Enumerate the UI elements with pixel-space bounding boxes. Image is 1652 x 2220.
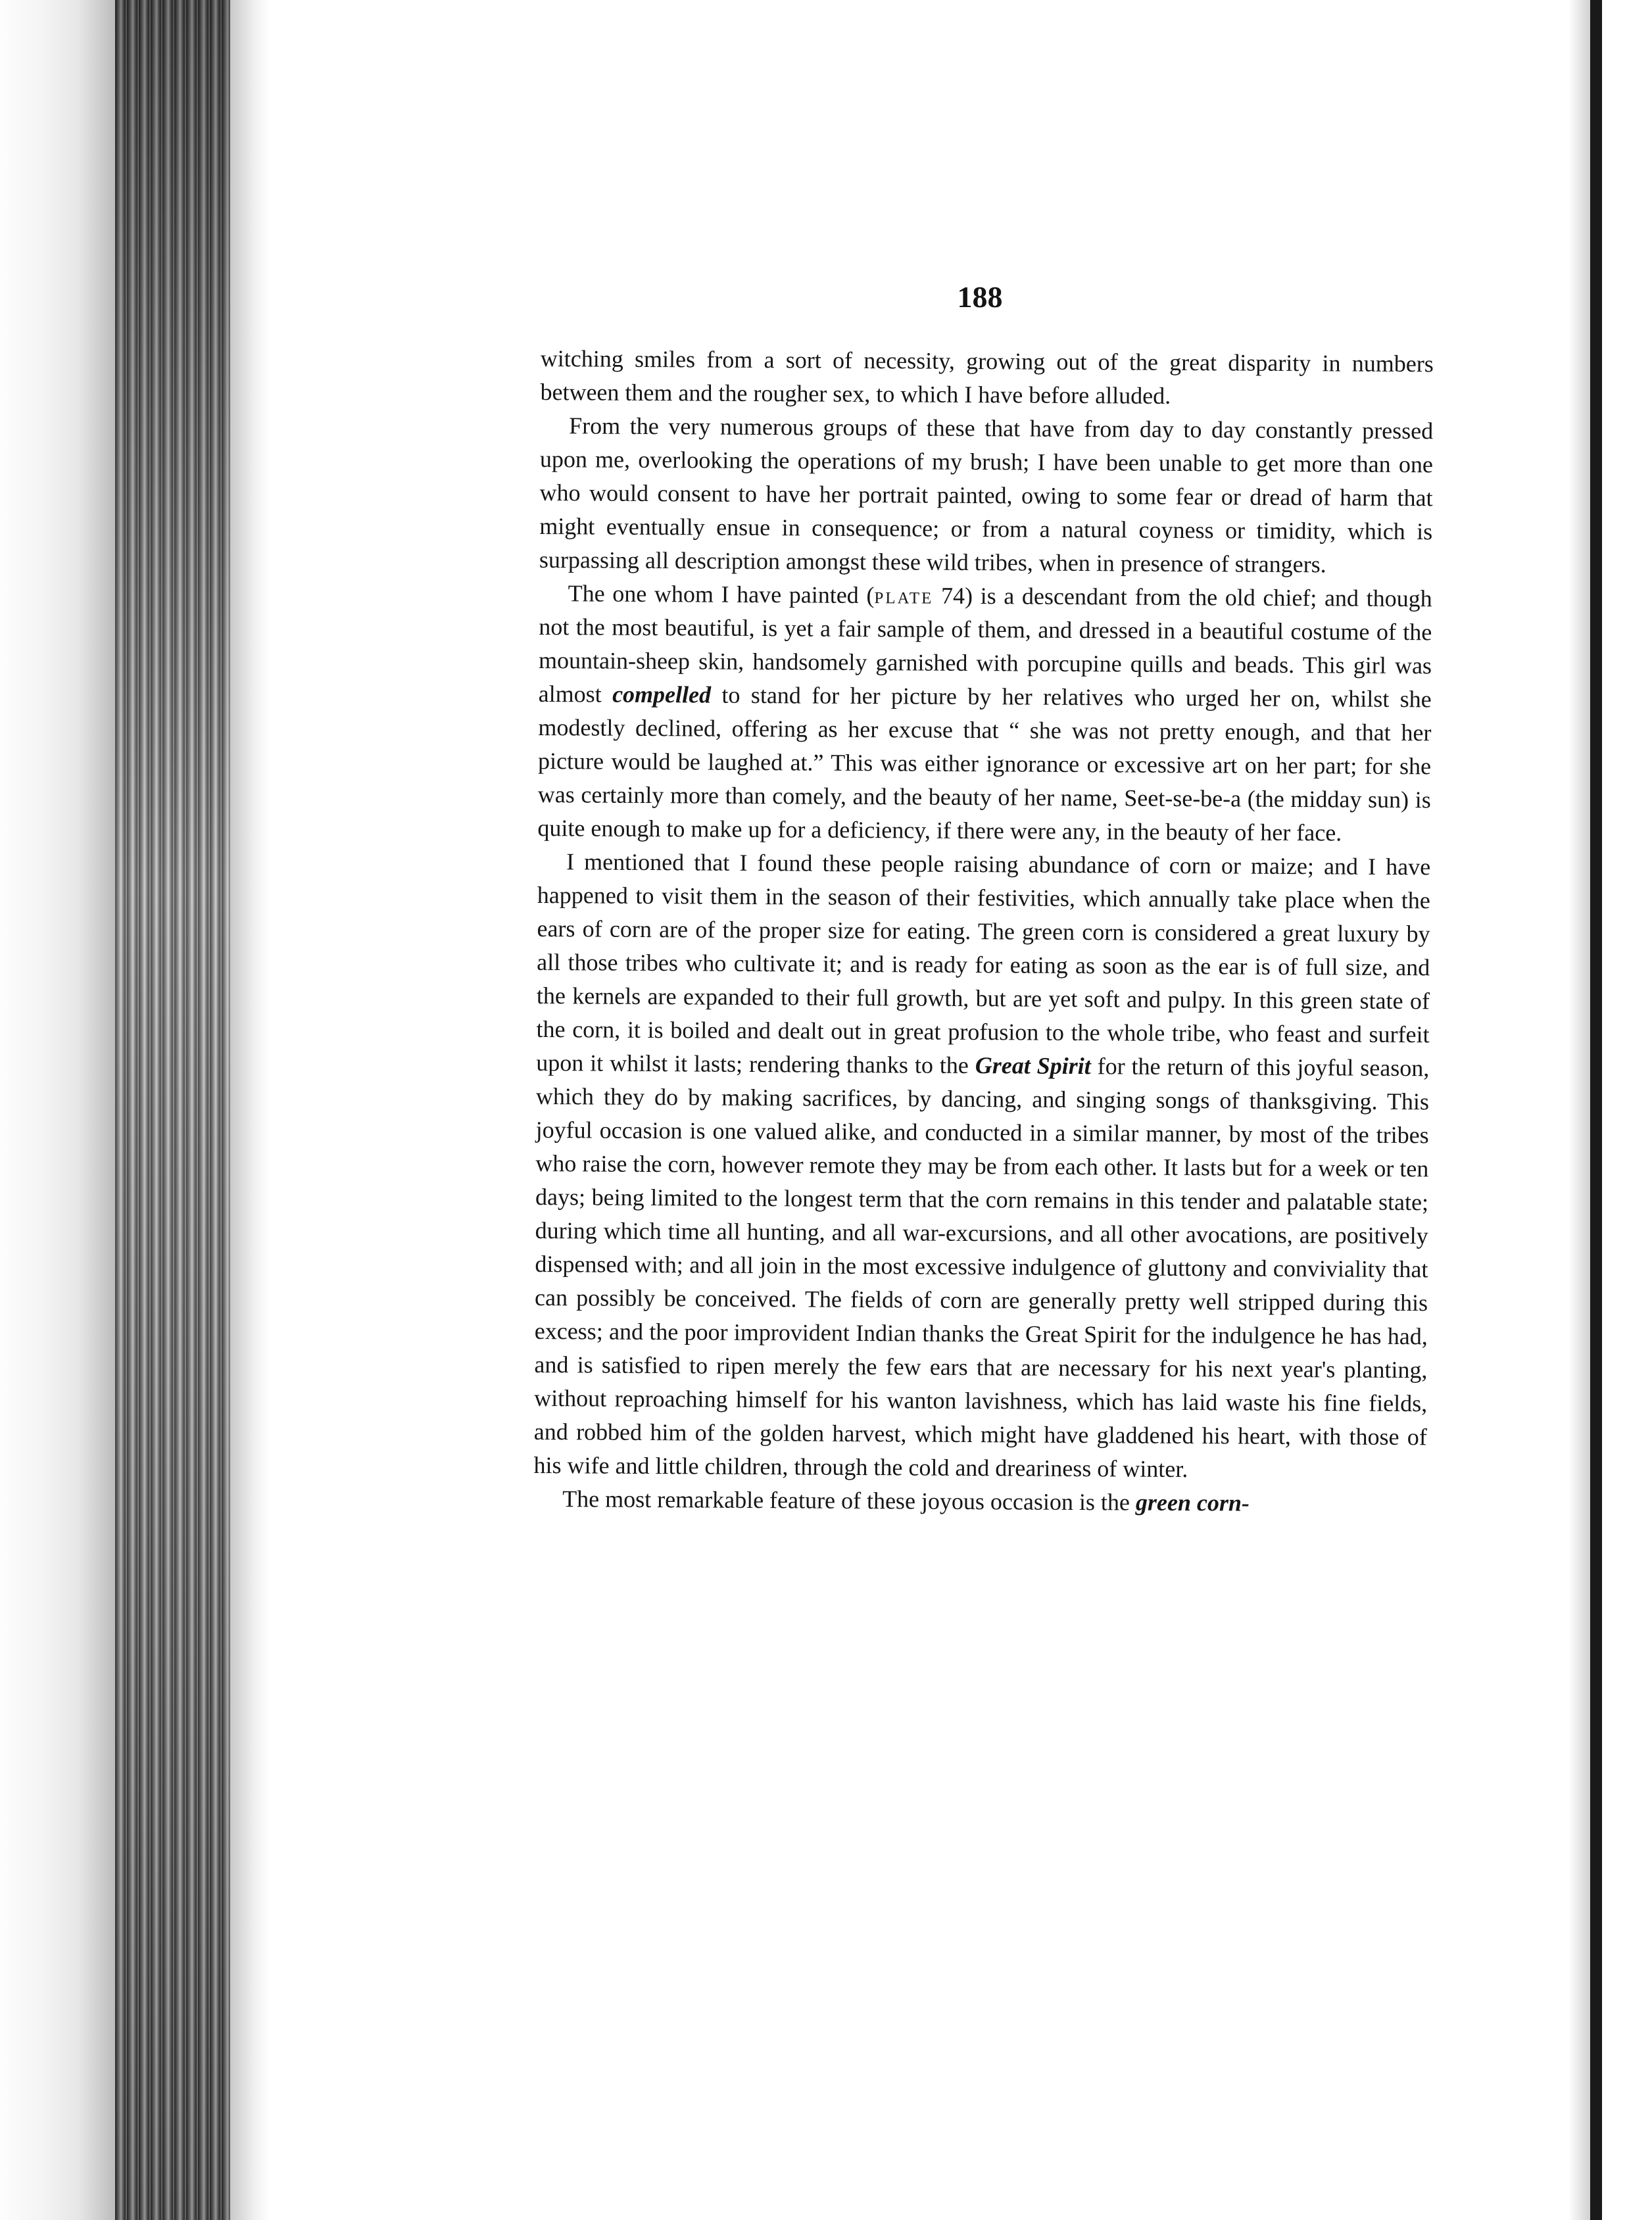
paragraph-5 — [533, 1482, 1426, 1521]
paragraph-3 — [537, 577, 1432, 850]
paragraph-4-part-a: I mentioned that I found these people raising abundance of corn or maize; and I have happened to visit them in the season of their festivities, which annually take place when the ears of corn are of the proper size for eating. The green corn is considered a great luxury by all those tribes who cultivate it; and is ready for eating as soon as the ear is of full size, and the kernels are expanded to their full growth, but are yet soft and pulpy. In this green state of the corn, it is boiled and dealt out in great profusion to the whole tribe, who feast and surfeit upon it whilst it lasts; rendering thanks to the — [536, 848, 1431, 1079]
paragraph-2: From the very numerous groups of these that have from day to day constantly pressed upon me, overlooking the operations of my brush; I have been unable to get more than one who would consent to have her portrait painted, owing to some fear or dread of harm that might eventually ensue in consequence; or from a natural coyness or timidity, which is surpassing all description amongst these wild tribes, when in presence of strangers. — [539, 412, 1434, 578]
emphasis-compelled: compelled — [612, 681, 712, 708]
paragraph-3-part-c: to stand for her picture by her relatives who urged her on, whilst she modestly declined, offering as her excuse that “ she was not pretty enough, and that her picture would be laughed at.” This was either ignorance or excessive art on her part; for she was certainly more than comely, and the beauty of her name, Seet-se-be-a (the midday sun) is quite enough to make up for a deficiency, if there were any, in the beauty of her face. — [537, 681, 1432, 846]
emphasis-great-spirit: Great Spirit — [975, 1052, 1091, 1080]
paragraph-4 — [533, 845, 1430, 1487]
scan-background-left — [0, 0, 115, 2220]
paragraph-3-part-a: The one whom I have painted ( — [568, 580, 875, 609]
page-right-shadow — [1568, 0, 1590, 2220]
body-text — [533, 342, 1434, 1521]
paragraph-4-part-b: for the return of this joyful season, which they do by making sacrifices, by dancing, and singing songs of thanksgiving. This joyful occasion is one valued alike, and conducted in a similar manner, by most of the tribes who raise the corn, however remote they may be from each other. It lasts but for a week or ten days; being limited to the longest term that the corn remains in this tender and palatable state; during which time all hunting, and all war-excursions, and all other avocations, are positively dispensed with; and all join in the most excessive indulgence of gluttony and conviviality that can possibly be conceived. The fields of corn are generally pretty well stripped during this excess; and the poor improvident Indian thanks the Great Spirit for the indulgence he has had, and is satisfied to ripen merely the few ears that are necessary for his next year's planting, without reproaching himself for his wanton lavishness, which has laid waste his fine fields, and robbed him of the golden harvest, which might have gladdened his heart, with those of his wife and little children, through the cold and dreariness of winter. — [533, 1053, 1430, 1483]
paragraph-5-part-a: The most remarkable feature of these joyous occasion is the — [562, 1485, 1136, 1516]
page-number: 188 — [957, 280, 1003, 314]
paragraph-1: witching smiles from a sort of necessity, growing out of the great disparity in numbers between them and the rougher sex, to which I have before alluded. — [540, 345, 1434, 409]
book-right-edge — [1590, 0, 1602, 2220]
emphasis-green-corn: green corn- — [1135, 1489, 1250, 1516]
scan-background-right — [1602, 0, 1652, 2220]
page-gutter-shadow — [230, 0, 270, 2220]
paragraph-3-part-b: 74) is a descendant from the old chief; and though not the most beautiful, is yet a fair sample of them, and dressed in a beautiful costume of the mountain-sheep skin, handsomely garnished with porcupine quills and beads. This girl was almost — [538, 582, 1432, 708]
plate-reference: plate — [874, 582, 934, 609]
